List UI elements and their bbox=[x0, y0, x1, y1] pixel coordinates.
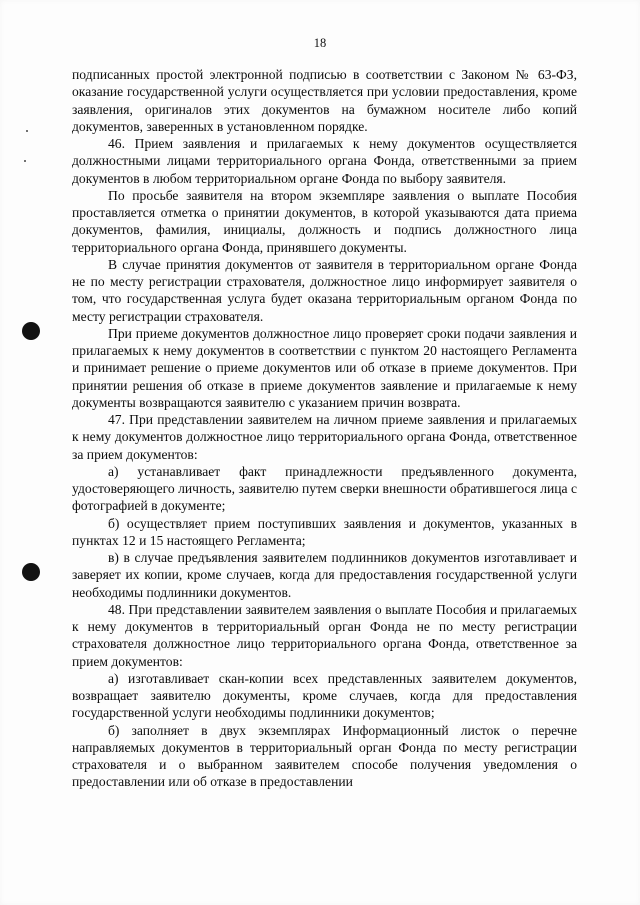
punch-hole-top bbox=[22, 322, 40, 340]
document-body bbox=[72, 66, 577, 791]
paragraph-47-a: а) устанавливает факт принадлежности предъявленного документа, удостоверяющего личность, заявителю путем сверки внешности обратившегося лица с фотографией в документе; bbox=[72, 463, 577, 514]
paragraph-47-v: в) в случае предъявления заявителем подлинников документов изготавливает и заверяет их копии, кроме случаев, когда для предоставления государственной услуги необходимы подлинники документов. bbox=[72, 550, 577, 600]
paragraph-48-b: б) заполняет в двух экземплярах Информационный листок о перечне направляемых документов в территориальный орган Фонда по месту регистрации страхователя и о выбранном заявителем способе получения уведомления о предоставлении или об отказе в предоставлении bbox=[72, 722, 577, 790]
paragraph-48: 48. При представлении заявителем заявления о выплате Пособия и прилагаемых к нему документов в территориальный орган Фонда не по месту регистрации страхователя должностное лицо территориального органа Фонда, ответственное за прием документов: bbox=[72, 601, 577, 669]
paragraph-48-a: а) изготавливает скан-копии всех представленных заявителем документов, возвращает заявителю документы, кроме случаев, когда для предоставления государственной услуги необходимы подлинники документов; bbox=[72, 670, 577, 721]
paragraph-47-b: б) осуществляет прием поступивших заявления и документов, указанных в пунктах 12 и 15 настоящего Регламента; bbox=[72, 515, 577, 548]
scan-speck bbox=[24, 160, 26, 162]
paragraph-47: 47. При представлении заявителем на личном приеме заявления и прилагаемых к нему документов должностное лицо территориального органа Фонда, ответственное за прием документов: bbox=[72, 412, 577, 462]
punch-hole-bottom bbox=[22, 563, 40, 581]
paragraph-continuation: подписанных простой электронной подписью в соответствии с Законом № 63-ФЗ, оказание государственной услуги осуществляется при условии предоставления, кроме заявления, оригиналов этих документов на бумажном носителе либо копий документов, заверенных в установленном порядке. bbox=[72, 67, 577, 134]
paragraph-46-other-office: В случае принятия документов от заявителя в территориальном органе Фонда не по месту регистрации страхователя, должностное лицо информирует заявителя о том, что государственная услуга будет оказана территориальным органом Фонда по месту регистрации страхователя. bbox=[72, 256, 577, 324]
paragraph-46: 46. Прием заявления и прилагаемых к нему документов осуществляется должностными лицами территориального органа Фонда, ответственными за прием документов в любом территориальном органе Фонда по выбору заявителя. bbox=[72, 136, 577, 186]
scan-speck bbox=[26, 130, 28, 132]
paragraph-46-mark: По просьбе заявителя на втором экземпляре заявления о выплате Пособия проставляется отметка о принятии документов, в которой указываются дата приема документов, фамилия, инициалы, должность и подпись должностного лица территориального органа Фонда, принявшего документы. bbox=[72, 187, 577, 255]
page-number: 18 bbox=[313, 36, 327, 50]
paragraph-46-check: При приеме документов должностное лицо проверяет сроки подачи заявления и прилагаемых к нему документов в соответствии с пунктом 20 настоящего Регламента и принимает решение о приеме документов или об отказе в приеме документов. При принятии решения об отказе в приеме документов заявление и прилагаемые к нему документы возвращаются заявителю с указанием причин возврата. bbox=[72, 325, 577, 410]
